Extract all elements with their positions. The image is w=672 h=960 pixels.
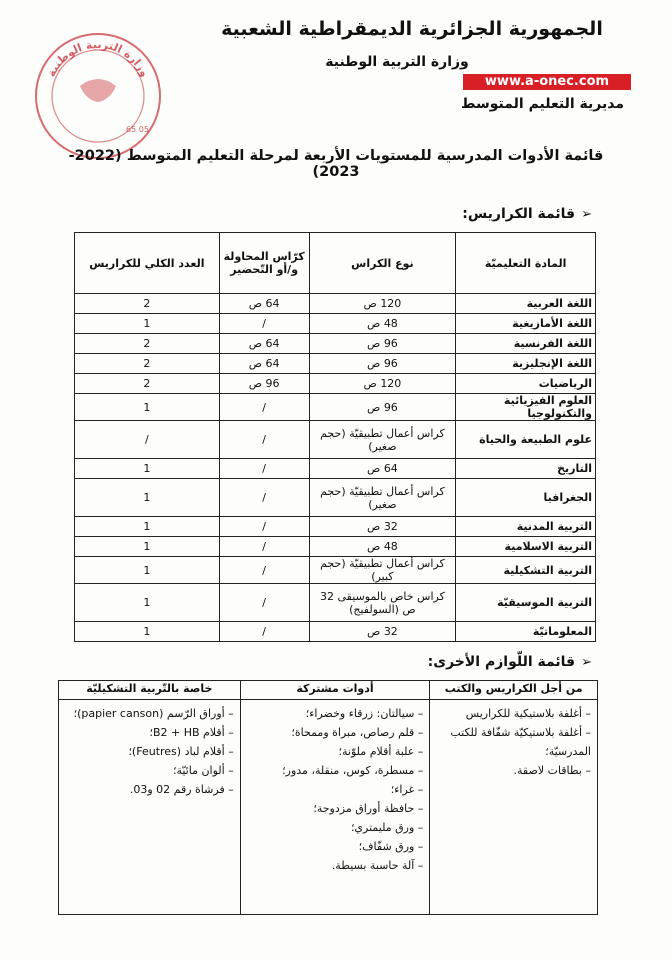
subject-cell: علوم الطبيعة والحياة	[456, 421, 596, 459]
website-banner[interactable]: www.a-onec.com	[463, 74, 631, 90]
total-cell: 2	[75, 354, 220, 374]
subject-cell: المعلوماتيّة	[456, 622, 596, 642]
type-cell: 64 ص	[309, 459, 456, 479]
list-item: – ألوان مائيّة؛	[65, 761, 234, 780]
draft-cell: /	[219, 557, 309, 584]
list-item: – قلم رصاص، مبراة وممحاة؛	[247, 723, 424, 742]
draft-cell: /	[219, 394, 309, 421]
total-cell: 1	[75, 479, 220, 517]
total-cell: 2	[75, 374, 220, 394]
subject-cell: التربية المدنية	[456, 517, 596, 537]
section-heading-label: قائمة الكراريس:	[462, 206, 576, 222]
type-cell: 48 ص	[309, 537, 456, 557]
table-row	[75, 314, 596, 334]
table-row	[75, 459, 596, 479]
section-heading-supplies	[428, 654, 592, 670]
notebook-supplies-cell	[430, 700, 598, 915]
draft-cell: 64 ص	[219, 354, 309, 374]
list-item: – بطاقات لاصقة.	[436, 761, 591, 780]
list-item: – أغلفة بلاستيكية للكراريس	[436, 704, 591, 723]
section-heading-notebooks	[462, 206, 592, 222]
list-item: – ورق شفّاف؛	[247, 837, 424, 856]
list-item: – علبة أقلام ملوّنة؛	[247, 742, 424, 761]
notebooks-table	[74, 232, 596, 642]
type-cell: 96 ص	[309, 334, 456, 354]
total-cell: 2	[75, 294, 220, 314]
subject-cell: اللغة الفرنسية	[456, 334, 596, 354]
pointer-icon: ➢	[581, 654, 592, 670]
type-cell: 48 ص	[309, 314, 456, 334]
art-supplies-cell	[59, 700, 241, 915]
table-row	[75, 557, 596, 584]
table-row	[75, 537, 596, 557]
type-cell: 96 ص	[309, 394, 456, 421]
type-cell: كراس أعمال تطبيقيّة (حجم صغير)	[309, 421, 456, 459]
type-cell: 120 ص	[309, 294, 456, 314]
document-header	[192, 18, 672, 70]
svg-text:وزارة التربية الوطنية	[45, 38, 152, 79]
directorate-title: مديرية التعليم المتوسط	[461, 96, 624, 112]
list-item: – مسطرة، كوس، منقلة، مدور؛	[247, 761, 424, 780]
table-row	[75, 622, 596, 642]
subject-cell: اللغة العربية	[456, 294, 596, 314]
total-cell: 1	[75, 394, 220, 421]
table-row	[75, 334, 596, 354]
list-item: – أقلام B2 + HB؛	[65, 723, 234, 742]
table-row	[75, 374, 596, 394]
list-item: – أوراق الرّسم (papier canson)؛	[65, 704, 234, 723]
total-cell: 1	[75, 314, 220, 334]
draft-cell: /	[219, 421, 309, 459]
common-tools-cell	[240, 700, 430, 915]
list-item: – سيالتان: زرقاء وخضراء؛	[247, 704, 424, 723]
column-header: خاصة بالتّربية التشكيليّة	[59, 681, 241, 700]
subject-cell: اللغة الأمازيغية	[456, 314, 596, 334]
draft-cell: 64 ص	[219, 294, 309, 314]
draft-cell: /	[219, 537, 309, 557]
type-cell: 32 ص	[309, 622, 456, 642]
table-row	[75, 421, 596, 459]
type-cell: كراس أعمال تطبيقيّة (حجم صغير)	[309, 479, 456, 517]
list-item: – أغلفة بلاستيكيّة شفّافة للكتب المدرسيّة؛	[436, 723, 591, 761]
column-header: العدد الكلي للكراريس	[75, 233, 220, 294]
section-heading-label: قائمة اللّوازم الأخرى:	[427, 654, 576, 670]
total-cell: /	[75, 421, 220, 459]
subject-cell: العلوم الفيزيائية والتكنولوجيا	[456, 394, 596, 421]
table-row	[75, 354, 596, 374]
type-cell: كراس خاص بالموسيقى 32 ص (السولفيج)	[309, 584, 456, 622]
table-row	[75, 294, 596, 314]
list-item: – فرشاة رقم 02 و03.	[65, 780, 234, 799]
type-cell: 32 ص	[309, 517, 456, 537]
draft-cell: /	[219, 479, 309, 517]
column-header: نوع الكراس	[309, 233, 456, 294]
total-cell: 1	[75, 557, 220, 584]
column-header: أدوات مشتركة	[240, 681, 430, 700]
total-cell: 1	[75, 622, 220, 642]
supplies-table	[58, 680, 598, 915]
draft-cell: /	[219, 517, 309, 537]
draft-cell: /	[219, 584, 309, 622]
document-title: قائمة الأدوات المدرسية للمستويات الأربعة لمرحلة التعليم المتوسط (2022-2023)	[68, 148, 604, 180]
subject-cell: التاريخ	[456, 459, 596, 479]
stamp-text: وزارة التربية الوطنية	[44, 37, 152, 79]
subject-cell: اللغة الإنجليزية	[456, 354, 596, 374]
table-row	[75, 517, 596, 537]
draft-cell: /	[219, 622, 309, 642]
list-item: – آلة حاسبة بسيطة.	[247, 856, 424, 875]
total-cell: 2	[75, 334, 220, 354]
list-item: – أقلام لباد (Feutres)؛	[65, 742, 234, 761]
subject-cell: الجغرافيا	[456, 479, 596, 517]
subject-cell: التربية التشكيلية	[456, 557, 596, 584]
total-cell: 1	[75, 537, 220, 557]
column-header: من أجل الكراريس والكتب	[430, 681, 598, 700]
type-cell: 120 ص	[309, 374, 456, 394]
list-item: – ورق مليمتري؛	[247, 818, 424, 837]
table-row	[75, 394, 596, 421]
subject-cell: التربية الاسلامية	[456, 537, 596, 557]
total-cell: 1	[75, 459, 220, 479]
official-stamp	[28, 26, 168, 166]
column-header: كرّاس المحاولة و/أو التّحضير	[219, 233, 309, 294]
total-cell: 1	[75, 584, 220, 622]
type-cell: 96 ص	[309, 354, 456, 374]
stamp-number: 65 05	[126, 125, 149, 134]
table-row	[75, 584, 596, 622]
subject-cell: الرياضيات	[456, 374, 596, 394]
republic-title: الجمهورية الجزائرية الديمقراطية الشعبية	[221, 18, 603, 40]
pointer-icon: ➢	[581, 206, 592, 222]
column-header: المادة التعليميّة	[456, 233, 596, 294]
draft-cell: 96 ص	[219, 374, 309, 394]
table-row	[75, 479, 596, 517]
ministry-title: وزارة التربية الوطنية	[325, 54, 469, 70]
draft-cell: /	[219, 459, 309, 479]
list-item: – حافظة أوراق مزدوجة؛	[247, 799, 424, 818]
total-cell: 1	[75, 517, 220, 537]
subject-cell: التربية الموسيقيّة	[456, 584, 596, 622]
draft-cell: /	[219, 314, 309, 334]
type-cell: كراس أعمال تطبيقيّة (حجم كبير)	[309, 557, 456, 584]
draft-cell: 64 ص	[219, 334, 309, 354]
list-item: – غراء؛	[247, 780, 424, 799]
